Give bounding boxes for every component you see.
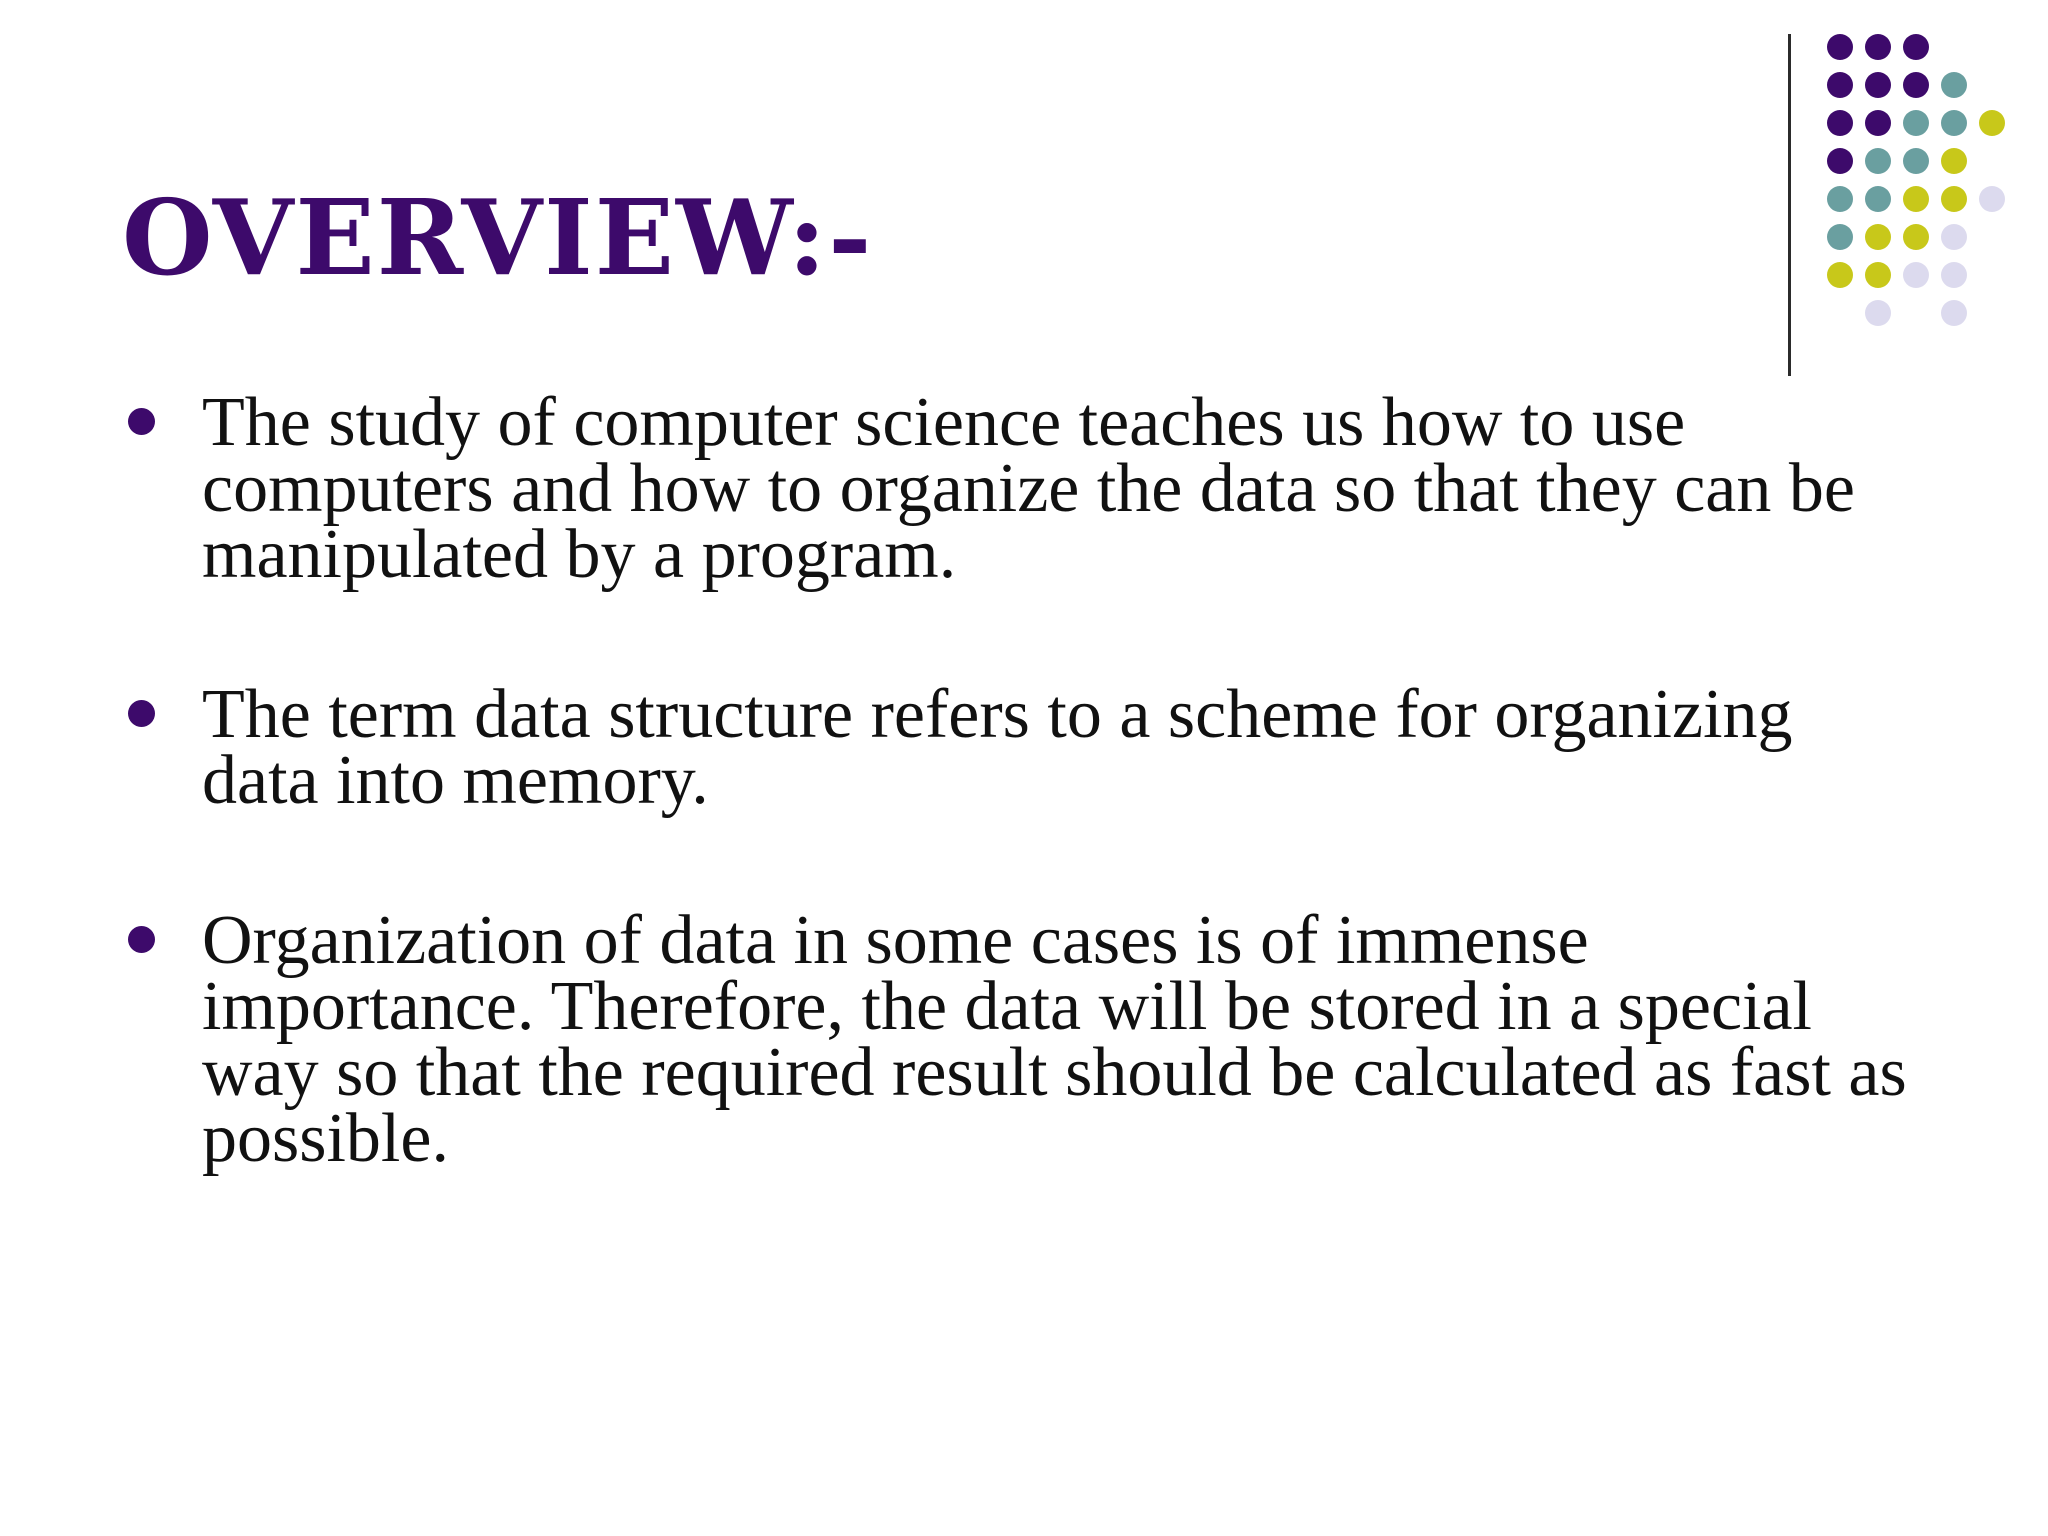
decorative-dot [1827, 34, 1853, 60]
decorative-dot [1979, 186, 2005, 212]
slide-title: OVERVIEW:- [122, 176, 874, 299]
bullet-item-2 [122, 676, 1912, 819]
decorative-dot [1865, 224, 1891, 250]
bullet-item-1 [122, 384, 1912, 593]
decorative-dot [1865, 34, 1891, 60]
bullet-item-3 [122, 902, 1912, 1177]
decorative-dot [1827, 110, 1853, 136]
bullet-text: Organization of data in some cases is of immense importance. Therefore, the data will be stored in a special way so that the required result should be calculated as fast as possible. [202, 902, 1907, 1177]
bullet-list [122, 384, 1912, 1266]
decorative-dot [1903, 186, 1929, 212]
decorative-dot [1941, 224, 1967, 250]
decorative-dot [1865, 186, 1891, 212]
decorative-dot [1903, 72, 1929, 98]
decorative-dot [1827, 224, 1853, 250]
decorative-dot [1865, 72, 1891, 98]
decorative-dot [1903, 262, 1929, 288]
bullet-text: The study of computer science teaches us how to use computers and how to organize the data so that they can be manipulated by a program. [202, 384, 1855, 593]
bullet-point-icon [128, 408, 155, 435]
decorative-dot [1903, 110, 1929, 136]
bullet-text: The term data structure refers to a scheme for organizing data into memory. [202, 676, 1793, 819]
decorative-dot [1827, 186, 1853, 212]
bullet-point-icon [128, 700, 155, 727]
decorative-dot [1865, 148, 1891, 174]
decorative-dot [1827, 72, 1853, 98]
decorative-dot [1903, 224, 1929, 250]
decorative-dot [1865, 110, 1891, 136]
decorative-dot [1827, 262, 1853, 288]
decorative-dot [1827, 148, 1853, 174]
decorative-dot [1941, 72, 1967, 98]
decorative-dot [1941, 110, 1967, 136]
decorative-dot [1979, 110, 2005, 136]
decorative-dot [1941, 186, 1967, 212]
decorative-dot [1941, 148, 1967, 174]
decorative-dot [1865, 300, 1891, 326]
decorative-dot [1865, 262, 1891, 288]
decorative-dot [1941, 262, 1967, 288]
dot-grid-decoration [0, 0, 2048, 400]
decorative-dot [1941, 300, 1967, 326]
decorative-dot [1903, 148, 1929, 174]
bullet-point-icon [128, 926, 155, 953]
decorative-dot [1903, 34, 1929, 60]
